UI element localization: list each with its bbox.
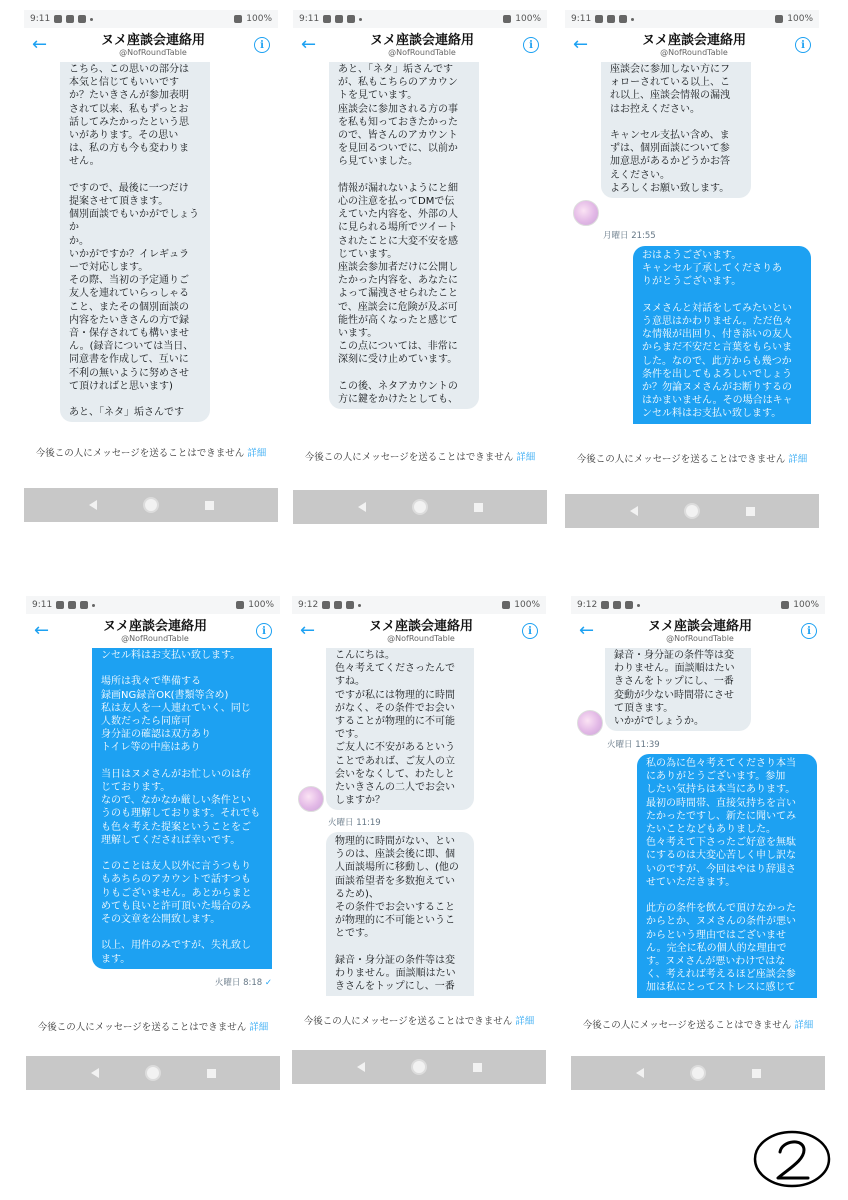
avatar[interactable] <box>577 710 603 736</box>
notification-icon <box>54 15 62 23</box>
details-link[interactable]: 詳細 <box>515 1016 535 1027</box>
cannot-message-notice: 今後この人にメッセージを送ることはできません 詳細 <box>304 452 536 463</box>
android-nav-bar <box>565 494 819 528</box>
notification-icon <box>335 15 343 23</box>
conversation-title: ヌメ座談会連絡用 <box>647 618 752 634</box>
notification-icon <box>56 601 64 609</box>
notification-icon <box>619 15 627 23</box>
conversation-title: ヌメ座談会連絡用 <box>368 618 473 634</box>
conversation-header <box>571 614 825 648</box>
nav-home-icon[interactable] <box>414 501 426 513</box>
details-link[interactable]: 詳細 <box>794 1020 814 1031</box>
conversation-header <box>26 614 280 648</box>
message-bubble-received: 録音・身分証の条件等は変 わりません。面談順はたい きさんをトップにし、一番 変動が少ない時間帯にさせ て頂きます。 いかがでしょうか。 <box>605 648 751 731</box>
message-timestamp: 火曜日 11:19 <box>328 818 381 828</box>
conversation-title: ヌメ座談会連絡用 <box>100 32 205 48</box>
conversation-header <box>293 28 547 62</box>
nav-recents-icon[interactable] <box>474 503 483 512</box>
nav-recents-icon[interactable] <box>746 507 755 516</box>
conversation-handle: @NofRoundTable <box>660 47 728 57</box>
nav-home-icon[interactable] <box>686 505 698 517</box>
screenshot-1 <box>24 10 278 522</box>
more-dot-icon <box>359 18 362 21</box>
nav-recents-icon[interactable] <box>207 1069 216 1078</box>
details-link[interactable]: 詳細 <box>249 1022 269 1033</box>
clock: 9:12 <box>298 600 319 610</box>
cannot-message-notice: 今後この人にメッセージを送ることはできません 詳細 <box>303 1016 535 1027</box>
android-nav-bar <box>293 490 547 524</box>
conversation-header <box>292 614 546 648</box>
message-list[interactable] <box>26 648 280 1006</box>
info-icon[interactable]: i <box>254 37 270 53</box>
details-link[interactable]: 詳細 <box>247 448 267 459</box>
details-link[interactable]: 詳細 <box>788 454 808 465</box>
nav-back-icon[interactable] <box>630 506 638 516</box>
cannot-message-notice: 今後この人にメッセージを送ることはできません 詳細 <box>37 1022 269 1033</box>
nav-home-icon[interactable] <box>147 1067 159 1079</box>
nav-back-icon[interactable] <box>636 1068 644 1078</box>
nav-home-icon[interactable] <box>145 499 157 511</box>
more-dot-icon <box>90 18 93 21</box>
info-icon[interactable]: i <box>522 623 538 639</box>
screenshot-6 <box>571 596 825 1090</box>
more-dot-icon <box>358 604 361 607</box>
screenshot-2 <box>293 10 547 524</box>
more-dot-icon <box>631 18 634 21</box>
notification-icon <box>595 15 603 23</box>
back-arrow-icon[interactable]: ← <box>301 34 317 55</box>
back-arrow-icon[interactable]: ← <box>34 620 50 641</box>
conversation-handle: @NofRoundTable <box>119 47 187 57</box>
clock: 9:12 <box>577 600 598 610</box>
cannot-message-notice: 今後この人にメッセージを送ることはできません 詳細 <box>576 454 808 465</box>
more-dot-icon <box>92 604 95 607</box>
more-dot-icon <box>637 604 640 607</box>
info-icon[interactable]: i <box>795 37 811 53</box>
notification-icon <box>80 601 88 609</box>
signal-icon <box>236 601 244 609</box>
message-bubble-received: こちら、この思いの部分は 本気と信じてもいいです か？たいきさんが参加表明 されて以来、私もずっとお 話してみたかったという思 いがあります。その思い は、私の方も今も変わりま せん。 ですので、最後に一つだけ 提案させて頂きます。 個別面談でもいかがでしょうか か。 いかがですか？イレギュラ ーで対応します。 その際、当初の予定通りご 友人を連れていらっしゃる こと、またその個別面談の 内容をたいきさんの方で録 音・保存されても構いませ ん。(録音については当日、 同意書を作成して、互いに 不利の無いように努めさせ て頂ければと思います) あと、「ネタ」垢さんです <box>60 62 210 422</box>
notification-icon <box>613 601 621 609</box>
notification-icon <box>625 601 633 609</box>
signal-icon <box>234 15 242 23</box>
back-arrow-icon[interactable]: ← <box>573 34 589 55</box>
back-arrow-icon[interactable]: ← <box>32 34 48 55</box>
notification-icon <box>334 601 342 609</box>
notification-icon <box>346 601 354 609</box>
conversation-handle: @NofRoundTable <box>388 47 456 57</box>
conversation-header <box>24 28 278 62</box>
message-bubble-sent: おはようございます。 キャンセル了承してくださりあ りがとうございます。 ヌメさんと対話をしてみたいとい う意思はかわりません。ただ色々 な情報が出回り、付き添いの友人 からまだ不安だと言葉をもらいま した。なので、此方からも幾つか 条件を出してもよろしいでしょう か？勿論ヌメさんがお断りするの はかまいません。その場合はキャ ンセル料はお支払い致します。 <box>633 246 811 424</box>
battery-level: 100% <box>515 14 541 24</box>
conversation-title: ヌメ座談会連絡用 <box>369 32 474 48</box>
status-bar <box>292 596 546 614</box>
status-bar <box>24 10 278 28</box>
nav-home-icon[interactable] <box>413 1061 425 1073</box>
status-bar <box>26 596 280 614</box>
info-icon[interactable]: i <box>256 623 272 639</box>
message-bubble-received: こんにちは。 色々考えてくださったんで すね。 ですが私には物理的に時間 がなく、その条件でお会い することが物理的に不可能 です。 ご友人に不安があるという ことであれば、ご友人の立 会いをなくして、わたしと たいきさんの二人でお会い しますか？ <box>326 648 474 810</box>
clock: 9:11 <box>30 14 51 24</box>
android-nav-bar <box>292 1050 546 1084</box>
message-timestamp: 月曜日 21:55 <box>603 231 656 241</box>
avatar[interactable] <box>298 786 324 812</box>
status-bar <box>565 10 819 28</box>
conversation-title: ヌメ座談会連絡用 <box>102 618 207 634</box>
status-bar <box>293 10 547 28</box>
cannot-message-notice: 今後この人にメッセージを送ることはできません 詳細 <box>35 448 267 459</box>
notification-icon <box>66 15 74 23</box>
message-list[interactable] <box>292 648 546 1000</box>
nav-back-icon[interactable] <box>91 1068 99 1078</box>
nav-recents-icon[interactable] <box>752 1069 761 1078</box>
nav-recents-icon[interactable] <box>205 501 214 510</box>
back-arrow-icon[interactable]: ← <box>579 620 595 641</box>
battery-level: 100% <box>514 600 540 610</box>
battery-level: 100% <box>248 600 274 610</box>
nav-recents-icon[interactable] <box>473 1063 482 1072</box>
conversation-header <box>565 28 819 62</box>
message-bubble-received: 座談会に参加しない方にフ ォローされている以上、こ れ以上、座談会情報の漏洩 はお控えください。 キャンセル支払い含め、ま ずは、個別面談について参 加意思があるかどうかお答 えください。 よろしくお願い致します。 <box>601 62 751 198</box>
android-nav-bar <box>24 488 278 522</box>
android-nav-bar <box>571 1056 825 1090</box>
screenshot-3 <box>565 10 819 528</box>
message-list[interactable] <box>565 62 819 440</box>
message-bubble-received: あと、「ネタ」垢さんです が、私もこちらのアカウン トを見ています。 座談会に参加される方の事 を私も知っておきたかった ので、皆さんのアカウント を見回るついでに、以前か ら見ていました。 情報が漏れないようにと細 心の注意を払ってDMで伝 えていた内容を、外部の人 に見られる場所でツイート されたことに大変不安を感 じています。 座談会参加者だけに公開し たかった内容を、あなたに よって漏洩させられたこと で、座談会に危険が及ぶ可 能性が高くなったと感じて います。 この点については、非常に 深刻に受け止めています。 この後、ネタアカウントの 方に鍵をかけたとしても、 <box>329 62 479 409</box>
info-icon[interactable]: i <box>523 37 539 53</box>
battery-level: 100% <box>793 600 819 610</box>
details-link[interactable]: 詳細 <box>516 452 536 463</box>
notification-icon <box>607 15 615 23</box>
conversation-handle: @NofRoundTable <box>387 633 455 643</box>
message-timestamp: 火曜日 11:39 <box>607 740 660 750</box>
clock: 9:11 <box>299 14 320 24</box>
handwritten-page-number <box>752 1128 832 1190</box>
read-check-icon: ✓ <box>264 978 272 988</box>
signal-icon <box>775 15 783 23</box>
android-nav-bar <box>26 1056 280 1090</box>
nav-home-icon[interactable] <box>692 1067 704 1079</box>
cannot-message-notice: 今後この人にメッセージを送ることはできません 詳細 <box>582 1020 814 1031</box>
battery-level: 100% <box>787 14 813 24</box>
signal-icon <box>502 601 510 609</box>
signal-icon <box>781 601 789 609</box>
message-bubble-sent: 私の為に色々考えてくださり本当 にありがとうございます。参加 したい気持ちは本当にあります。 最初の時間帯、直接気持ちを言い たかったですし、新たに聞いてみ たいことなどもありました。 色々考えて下さったご好意を無駄 にするのは大変心苦しく申し訳な いのですが、今回はやはり辞退さ せていただきます。 此方の条件を飲んで頂けなかった からとか、ヌメさんの条件が悪い からという理由ではございませ ん。完全に私の個人的な理由で す。ヌメさんが悪いわけではな く、考えれば考えるほど座談会参 加は私にとってストレスに感じて <box>637 754 817 998</box>
notification-icon <box>323 15 331 23</box>
conversation-handle: @NofRoundTable <box>121 633 189 643</box>
conversation-handle: @NofRoundTable <box>666 633 734 643</box>
screenshot-5 <box>292 596 546 1084</box>
nav-back-icon[interactable] <box>89 500 97 510</box>
message-list[interactable] <box>293 62 547 438</box>
message-list[interactable] <box>24 62 278 434</box>
message-bubble-sent: ンセル料はお支払い致します。 場所は我々で準備する 録画NG録音OK(書類等含め) 私は友人を一人連れていく、同じ 人数だったら同席可 身分証の確認は双方あり トイレ等の中座はあり 当日はヌメさんがお忙しいのは存 じております。 なので、なかなか厳しい条件とい うのも理解しております。それでも も色々考えた提案ということをご 理解してくだされば幸いです。 このことは友人以外に言うつもり もあちらのアカウントで話すつも りもございません。あとからまと めても良いと許可頂いた場合のみ その文章を公開致します。 以上、用件のみですが、失礼致し ます。 <box>92 648 272 969</box>
battery-level: 100% <box>246 14 272 24</box>
status-bar <box>571 596 825 614</box>
conversation-title: ヌメ座談会連絡用 <box>641 32 746 48</box>
info-icon[interactable]: i <box>801 623 817 639</box>
notification-icon <box>601 601 609 609</box>
notification-icon <box>347 15 355 23</box>
nav-back-icon[interactable] <box>358 502 366 512</box>
message-list[interactable] <box>571 648 825 1004</box>
message-timestamp: 火曜日 8:18 ✓ <box>214 978 272 988</box>
screenshot-4 <box>26 596 280 1090</box>
back-arrow-icon[interactable]: ← <box>300 620 316 641</box>
handwritten-two-glyph <box>752 1128 832 1190</box>
notification-icon <box>322 601 330 609</box>
notification-icon <box>78 15 86 23</box>
clock: 9:11 <box>32 600 53 610</box>
nav-back-icon[interactable] <box>357 1062 365 1072</box>
message-bubble-received: 物理的に時間がない、とい うのは、座談会後に即、個 人面談場所に移動し、(他の 面談希望者を多数抱えてい るため)、 その条件でお会いすること が物理的に不可能というこ とです。 録音・身分証の条件等は変 わりません。面談順はたい きさんをトップにし、一番 <box>326 832 474 996</box>
signal-icon <box>503 15 511 23</box>
notification-icon <box>68 601 76 609</box>
clock: 9:11 <box>571 14 592 24</box>
avatar[interactable] <box>573 200 599 226</box>
